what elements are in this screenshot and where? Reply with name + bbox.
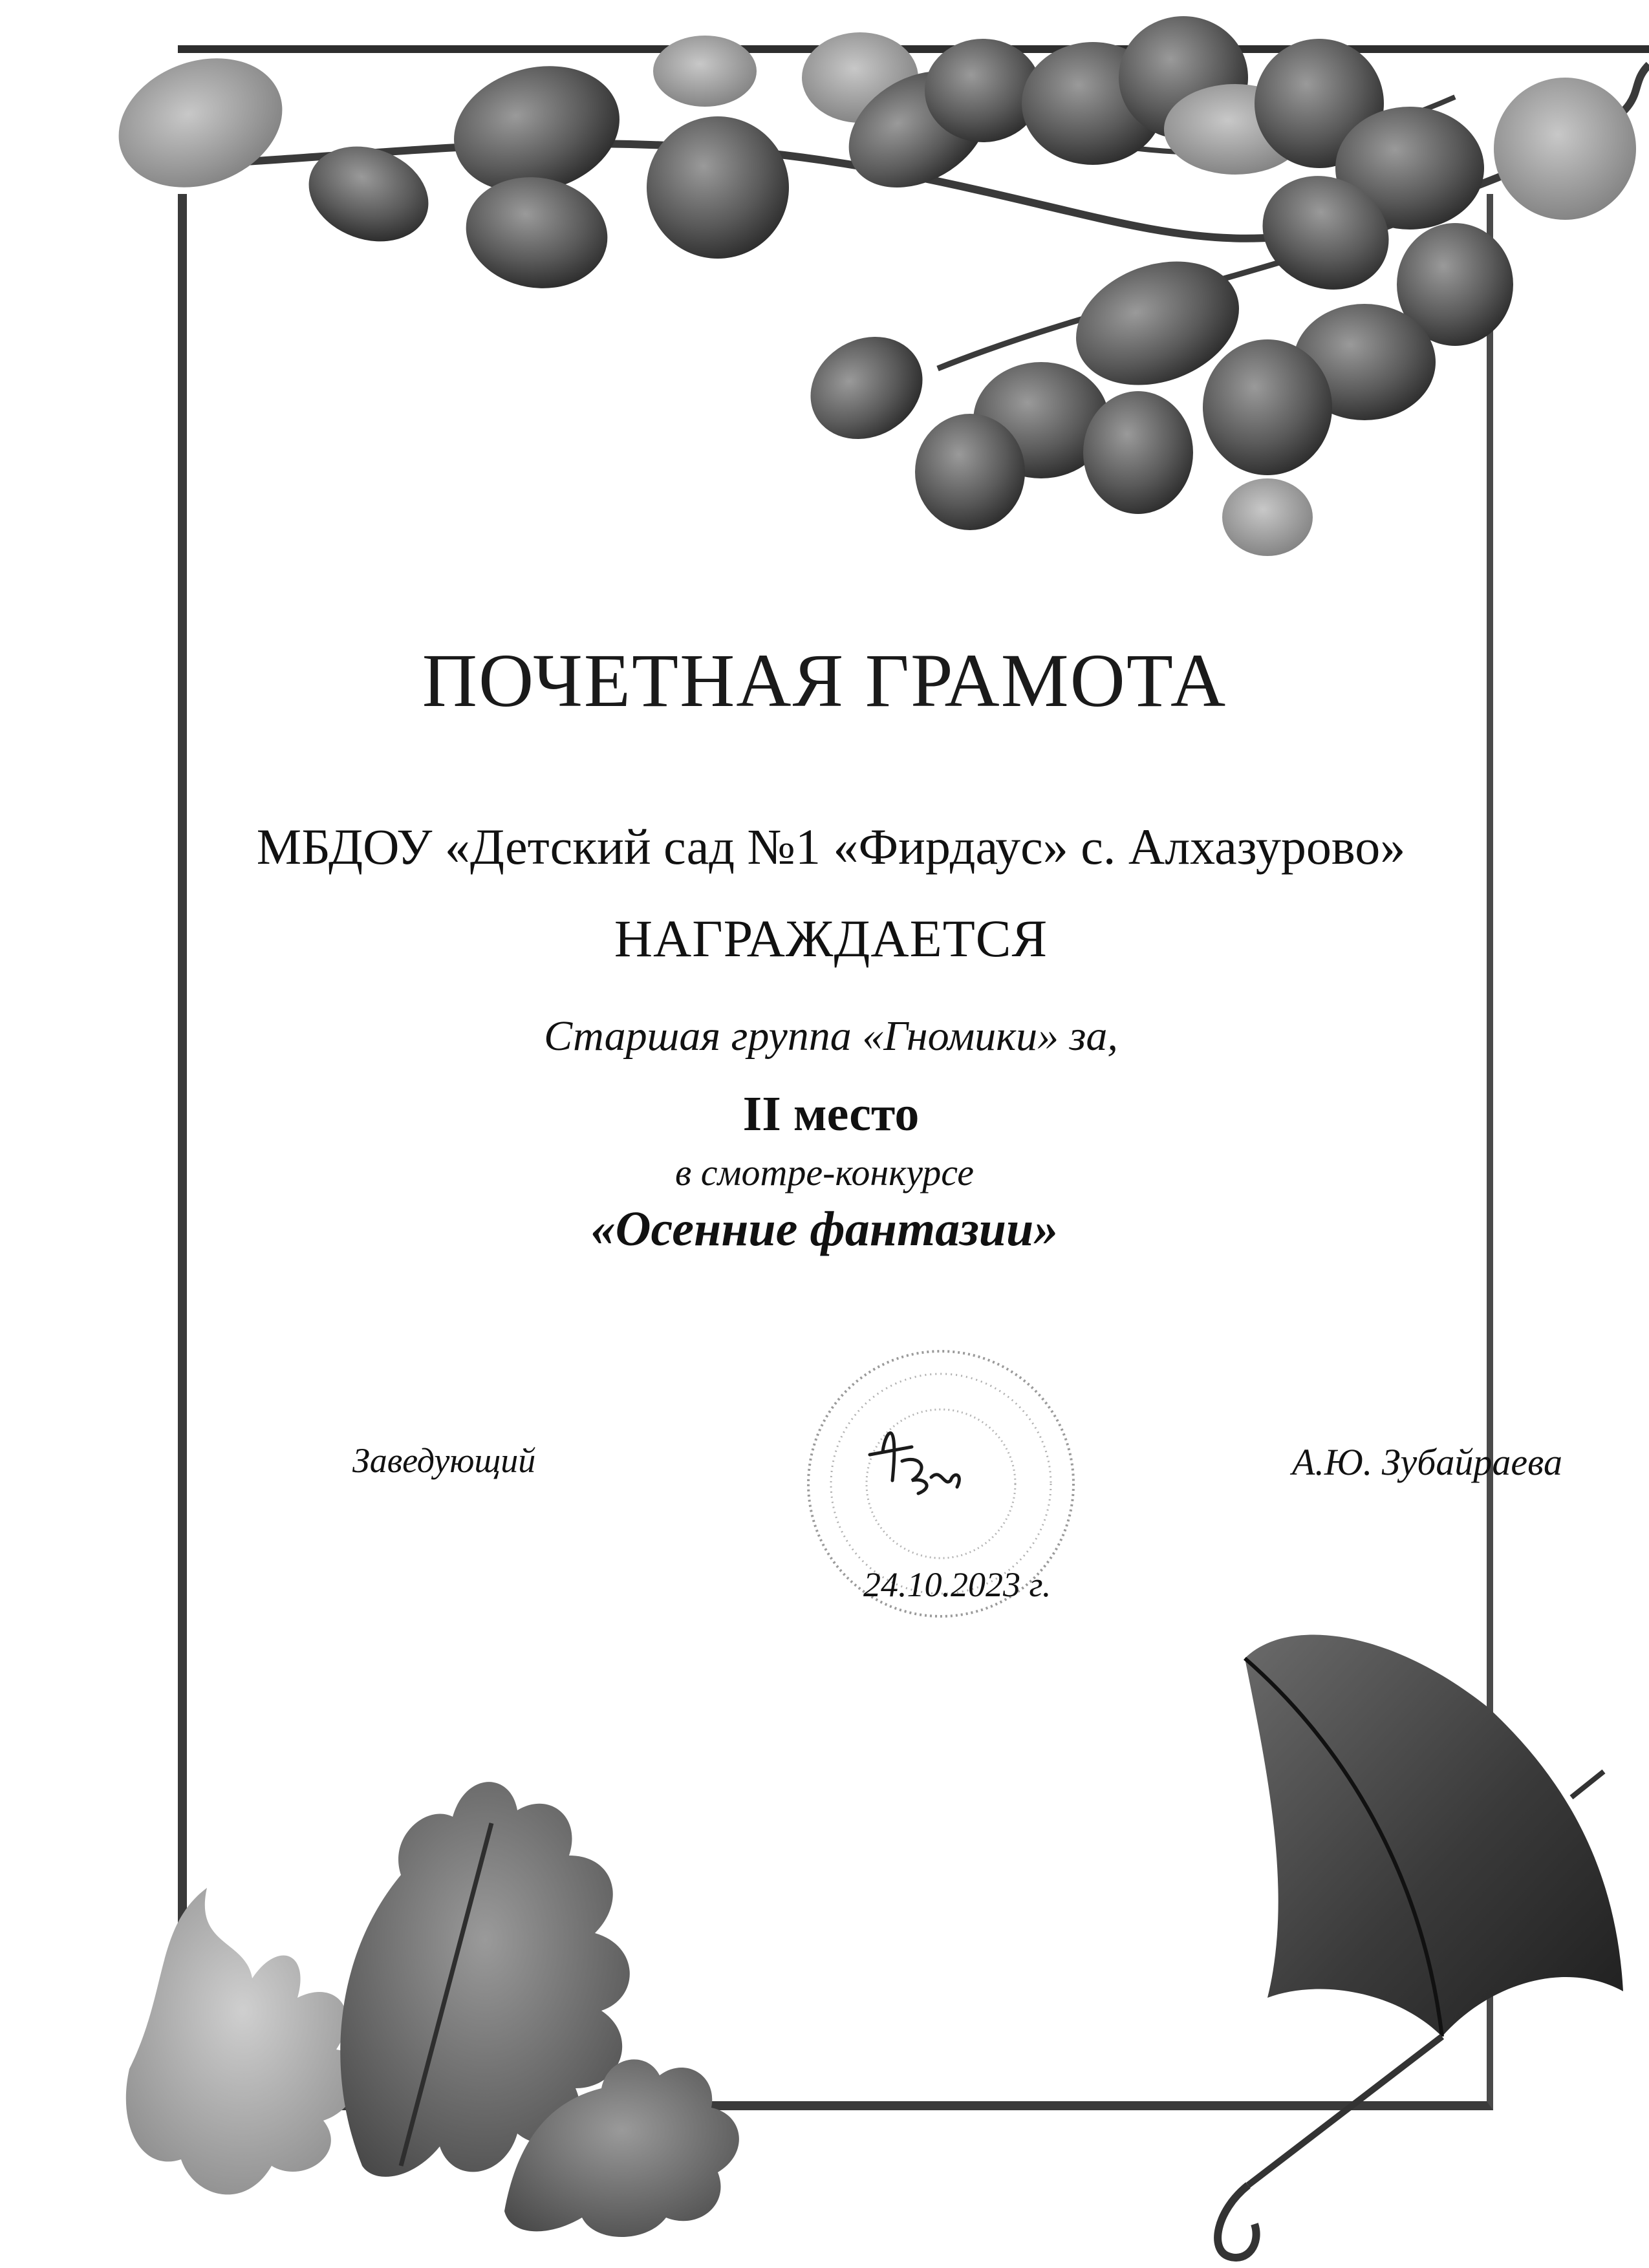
- contest-intro: в смотре-конкурсе: [675, 1151, 974, 1193]
- certificate-title: ПОЧЕТНАЯ ГРАМОТА: [422, 638, 1227, 723]
- signatory-name: А.Ю. Зубайраева: [1292, 1441, 1562, 1483]
- organization-name: МБДОУ «Детский сад №1 «Фирдаус» с. Алхазурово»: [256, 818, 1406, 875]
- recipient-line: Старшая группа «Гномики» за,: [544, 1012, 1118, 1060]
- issue-date: 24.10.2023 г.: [863, 1565, 1051, 1604]
- place-label: II место: [742, 1087, 920, 1141]
- position-label: Заведующий: [352, 1441, 536, 1480]
- award-heading: НАГРАЖДАЕТСЯ: [614, 909, 1048, 968]
- contest-name: «Осенние фантазии»: [590, 1202, 1059, 1256]
